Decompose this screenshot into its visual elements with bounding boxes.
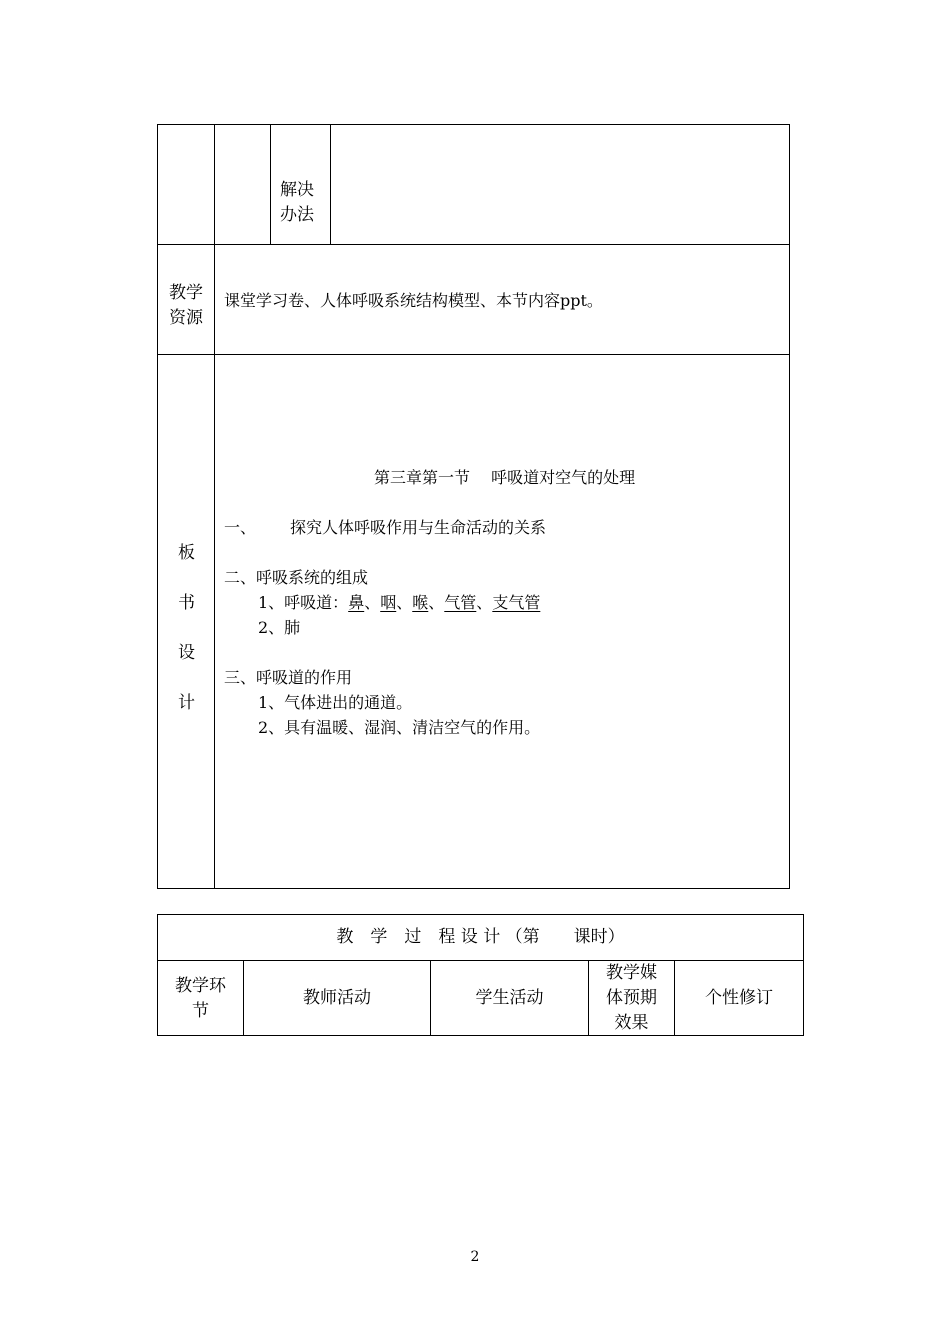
header-media-effect: 教学媒 体预期 效果 bbox=[606, 963, 657, 1033]
solution-label: 解决 办法 bbox=[280, 180, 314, 225]
board-line-4: 2、肺 bbox=[258, 618, 301, 637]
table-border bbox=[157, 1035, 804, 1036]
resources-text: 课堂学习卷、人体呼吸系统结构模型、本节内容ppt。 bbox=[224, 291, 603, 310]
table-border bbox=[157, 960, 804, 961]
header-teacher-activity: 教师活动 bbox=[303, 988, 371, 1008]
board-line-7: 2、具有温暖、湿润、清洁空气的作用。 bbox=[258, 718, 541, 737]
table-border bbox=[214, 124, 215, 889]
board-line-6: 1、气体进出的通道。 bbox=[258, 693, 413, 712]
board-design-label-char: 书 bbox=[178, 593, 195, 613]
board-design-label-char: 设 bbox=[178, 643, 195, 663]
table-border bbox=[157, 124, 158, 889]
header-personal-revision: 个性修订 bbox=[705, 988, 773, 1008]
table-border bbox=[157, 888, 790, 889]
board-line-1-text: 探究人体呼吸作用与生命活动的关系 bbox=[290, 518, 547, 537]
respiratory-item: 气管 bbox=[444, 593, 477, 612]
table-border bbox=[270, 124, 271, 245]
board-design-label-char: 板 bbox=[178, 543, 195, 563]
board-line-5: 三、呼吸道的作用 bbox=[224, 668, 353, 687]
table-border bbox=[789, 124, 790, 889]
table-border bbox=[157, 914, 804, 915]
header-stage: 教学环 节 bbox=[175, 976, 226, 1021]
resources-label: 教学 资源 bbox=[169, 283, 203, 328]
respiratory-item: 喉 bbox=[412, 593, 429, 612]
header-student-activity: 学生活动 bbox=[475, 988, 544, 1008]
board-line-2: 二、呼吸系统的组成 bbox=[224, 568, 369, 587]
board-design-label-char: 计 bbox=[178, 693, 195, 713]
respiratory-item: 咽 bbox=[380, 593, 397, 612]
board-title: 第三章第一节 呼吸道对空气的处理 bbox=[374, 468, 636, 487]
board-line-3: 1、呼吸道：鼻、咽、喉、气管、支气管 bbox=[258, 593, 541, 612]
table-border bbox=[157, 244, 790, 245]
process-design-title: 教 学 过 程 设 计 （第 课时） bbox=[336, 927, 625, 947]
table-border bbox=[803, 914, 804, 1036]
table-border bbox=[157, 354, 790, 355]
table-border bbox=[157, 124, 790, 125]
table-border bbox=[330, 124, 331, 245]
respiratory-item: 支气管 bbox=[492, 593, 541, 612]
respiratory-item: 鼻 bbox=[348, 593, 365, 612]
board-line-1-number: 一、 bbox=[224, 518, 257, 537]
page-number: 2 bbox=[470, 1249, 480, 1265]
